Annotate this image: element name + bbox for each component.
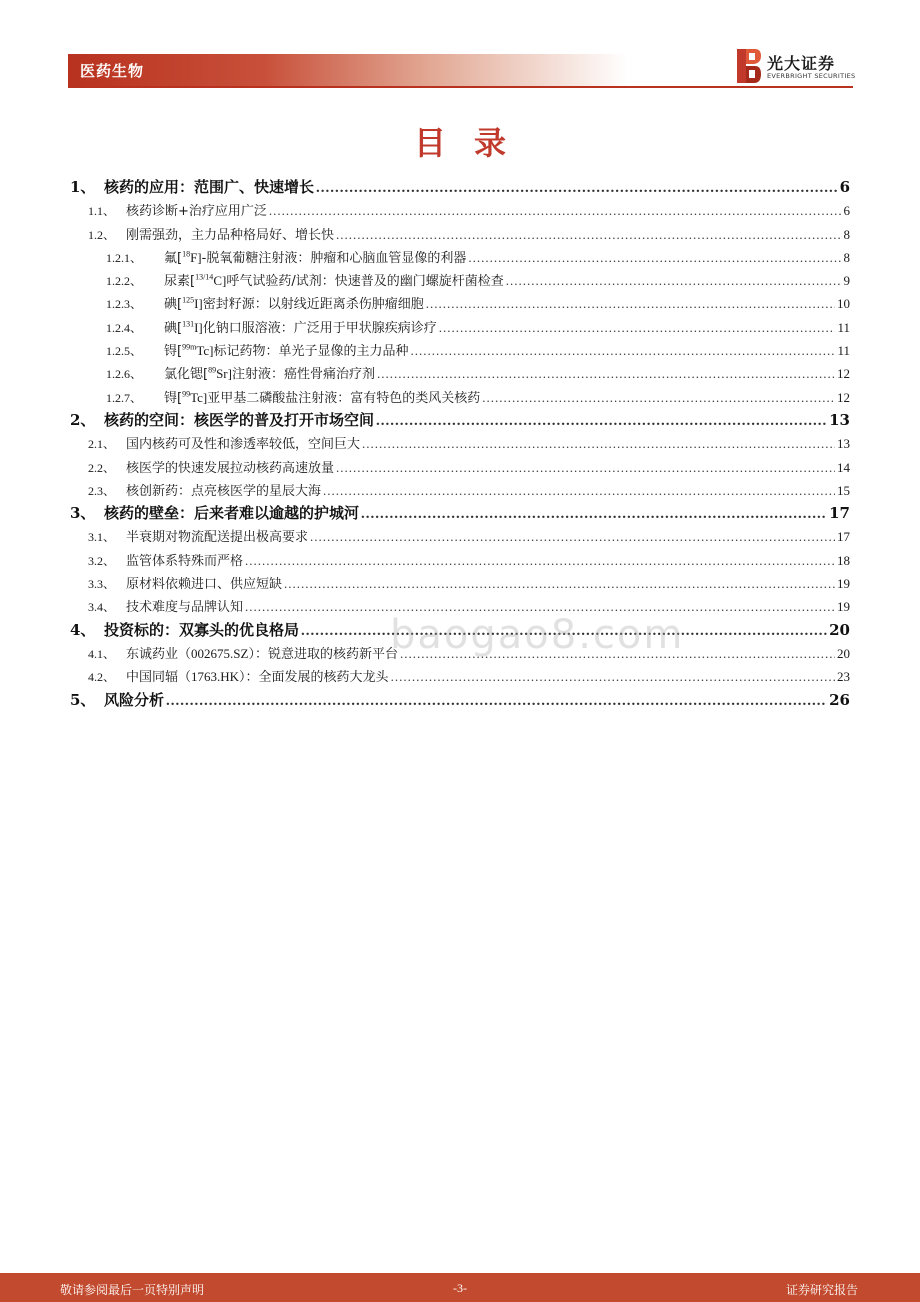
toc-title-segment: ）：锐意进取的核药新平台 xyxy=(248,646,398,662)
toc-entry[interactable] xyxy=(68,386,850,409)
logo-text-en: EVERBRIGHT SECURITIES xyxy=(767,72,856,80)
toc-dot-leader xyxy=(245,549,835,572)
toc-entry-title xyxy=(126,573,282,596)
toc-entry-title xyxy=(126,596,243,619)
toc-entry[interactable] xyxy=(68,339,850,362)
isotope-superscript: 131 xyxy=(182,319,195,329)
toc-title-segment: -脱氧葡糖注射液：肿瘤和心脑血管显像的利器 xyxy=(201,250,467,266)
toc-title-segment: 原材料依赖进口、供应短缺 xyxy=(126,577,283,593)
toc-entry-number: 5、 xyxy=(70,690,96,709)
toc-entry-title xyxy=(126,200,267,223)
toc-entry-number: 4.2、 xyxy=(88,670,116,685)
toc-entry-number: 2.2、 xyxy=(88,460,116,475)
toc-entry-number: 1.2、 xyxy=(88,227,116,242)
toc-dot-leader xyxy=(336,456,835,479)
toc-title-segment: 化钠口服溶液：广泛用于甲状腺疾病诊疗 xyxy=(202,320,437,336)
toc-title-segment: 锝[ xyxy=(164,344,183,360)
toc-entry-number: 2.1、 xyxy=(88,437,116,452)
toc-title-segment: 刚需强劲，主力品种格局好、增长快 xyxy=(126,227,335,243)
toc-dot-leader xyxy=(323,479,835,502)
isotope-superscript: 13/14 xyxy=(195,272,214,282)
toc-page-number: 18 xyxy=(837,552,850,568)
toc-title-segment: 氟[ xyxy=(164,250,183,266)
toc-dot-leader xyxy=(377,362,835,385)
toc-entry-title xyxy=(126,480,321,503)
toc-entry-title xyxy=(164,316,437,340)
toc-entry[interactable] xyxy=(68,572,850,595)
toc-entry-title xyxy=(126,642,398,666)
toc-title-segment: 氯化锶[ xyxy=(164,367,209,383)
toc-dot-leader xyxy=(166,690,827,713)
toc-title-segment: 东诚药业（ xyxy=(126,646,192,662)
toc-title-segment: 尿素[ xyxy=(164,274,196,290)
toc-dot-leader xyxy=(391,665,835,688)
toc-dot-leader xyxy=(269,199,842,222)
toc-title-segment: 监管体系特殊而严格 xyxy=(126,553,244,569)
toc-entry-title xyxy=(164,246,466,270)
toc-page-number: 8 xyxy=(843,249,850,265)
toc-title-segment: 碘[ xyxy=(164,320,183,336)
toc-entry[interactable] xyxy=(68,409,850,432)
toc-title-segment: Tc] xyxy=(196,343,214,359)
toc-entry-number: 2.3、 xyxy=(88,483,116,498)
logo-text-cn: 光大证券 xyxy=(767,54,836,73)
toc-title-segment: 1763.HK xyxy=(191,669,240,685)
toc-title-segment: 密封籽源：以射线近距离杀伤肿瘤细胞 xyxy=(202,297,424,313)
toc-title-segment: 半衰期对物流配送提出极高要求 xyxy=(126,530,309,546)
toc-entry-number: 2、 xyxy=(70,410,96,429)
toc-entry-number: 3、 xyxy=(70,504,96,523)
toc-entry-number: 1.2.4、 xyxy=(106,320,143,335)
toc-title-segment: 标记药物：单光子显像的主力品种 xyxy=(213,344,409,360)
toc-entry[interactable] xyxy=(68,292,850,315)
toc-entry-title xyxy=(104,502,359,525)
toc-dot-leader xyxy=(316,177,838,200)
toc-page-number: 8 xyxy=(843,226,850,242)
toc-dot-leader xyxy=(426,292,835,315)
toc-entry[interactable] xyxy=(68,316,850,339)
toc-entry-title xyxy=(104,619,299,642)
toc-page-number: 19 xyxy=(837,576,850,592)
toc-dot-leader xyxy=(361,503,827,526)
toc-entry[interactable] xyxy=(68,456,850,479)
toc-title-segment: 亚甲基二磷酸盐注射液：富有特色的类风关核药 xyxy=(207,390,481,406)
toc-entry-number: 1.2.5、 xyxy=(106,344,143,359)
toc-page-number: 15 xyxy=(837,482,850,498)
toc-page-number: 23 xyxy=(837,669,850,685)
toc-page-number: 17 xyxy=(829,504,850,523)
toc-entry[interactable] xyxy=(68,479,850,502)
isotope-superscript: 18 xyxy=(182,249,191,259)
toc-entry[interactable] xyxy=(68,362,850,385)
toc-entry-number: 3.1、 xyxy=(88,530,116,545)
toc-entry[interactable] xyxy=(68,595,850,618)
toc-title-segment: 核药的壁垒：后来者难以逾越的护城河 xyxy=(104,504,360,523)
toc-entry-number: 4、 xyxy=(70,620,96,639)
toc-entry[interactable] xyxy=(68,525,850,548)
toc-dot-leader xyxy=(336,223,841,246)
toc-entry[interactable] xyxy=(68,619,850,642)
toc-title-segment: 核药的空间：核医学的普及打开市场空间 xyxy=(104,410,375,429)
toc-entry-title xyxy=(126,433,360,456)
toc-entry-number: 3.3、 xyxy=(88,577,116,592)
table-of-contents xyxy=(68,176,850,712)
toc-dot-leader xyxy=(410,339,835,362)
toc-title-segment: I] xyxy=(194,319,203,335)
toc-page-number: 13 xyxy=(837,436,850,452)
toc-entry-number: 1.2.1、 xyxy=(106,250,143,265)
toc-title-segment: 002675.SZ xyxy=(191,645,249,661)
toc-dot-leader xyxy=(506,269,842,292)
toc-dot-leader xyxy=(362,432,835,455)
toc-page-number: 6 xyxy=(839,178,850,196)
toc-entry[interactable] xyxy=(68,432,850,455)
toc-dot-leader xyxy=(439,316,836,339)
toc-title-segment: C] xyxy=(213,273,227,289)
toc-entry-number: 3.4、 xyxy=(88,600,116,615)
toc-entry[interactable] xyxy=(68,689,850,712)
footer-bar xyxy=(0,1273,920,1302)
toc-entry-title xyxy=(164,269,504,293)
toc-entry-number: 1.1、 xyxy=(88,204,116,219)
toc-title-segment: Sr] xyxy=(216,366,232,382)
toc-dot-leader xyxy=(482,386,835,409)
toc-page-number: 10 xyxy=(837,296,850,312)
toc-dot-leader xyxy=(400,642,835,665)
toc-page-number: 12 xyxy=(837,389,850,405)
toc-page-number: 17 xyxy=(837,529,850,545)
toc-entry[interactable] xyxy=(68,199,850,222)
toc-dot-leader xyxy=(468,246,841,269)
toc-dot-leader xyxy=(310,525,835,548)
toc-page-number: 9 xyxy=(843,273,850,289)
watermark: baogao8.com xyxy=(390,612,685,658)
toc-page-number: 12 xyxy=(837,366,850,382)
toc-entry[interactable] xyxy=(68,642,850,665)
toc-title-segment: 核医学的快速发展拉动核药高速放量 xyxy=(126,460,335,476)
everbright-logo-icon xyxy=(737,49,761,83)
page-title: 目录 xyxy=(413,124,534,162)
toc-title-segment: 核药的应用：范围广、快速增长 xyxy=(104,178,315,196)
toc-title-segment: 呼气试验药/试剂：快速普及的幽门螺旋杆菌检查 xyxy=(226,274,504,290)
toc-page-number: 20 xyxy=(837,645,850,661)
toc-title-segment: 注射液：癌性骨痛治疗剂 xyxy=(231,367,375,383)
toc-title-segment: I] xyxy=(194,296,203,312)
toc-page-number: 11 xyxy=(837,343,850,359)
toc-title-segment: 国内核药可及性和渗透率较低，空间巨大 xyxy=(126,437,361,453)
toc-entry-number: 3.2、 xyxy=(88,553,116,568)
toc-dot-leader xyxy=(284,572,835,595)
toc-page-number: 11 xyxy=(837,319,850,335)
toc-entry-number: 1、 xyxy=(70,178,96,196)
toc-entry-title xyxy=(104,176,314,199)
toc-entry-title xyxy=(104,409,374,432)
toc-title-segment: ）：全面发展的核药大龙头 xyxy=(239,670,389,686)
toc-dot-leader xyxy=(245,595,835,618)
toc-entry-number: 4.1、 xyxy=(88,646,116,661)
isotope-superscript: 125 xyxy=(182,296,195,306)
toc-title-segment: 技术难度与品牌认知 xyxy=(126,600,244,616)
toc-page-number: 26 xyxy=(829,690,850,709)
toc-title-segment: Tc] xyxy=(190,389,208,405)
toc-title-segment: 风险分析 xyxy=(104,690,165,709)
header-divider xyxy=(68,86,853,88)
toc-page-number: 19 xyxy=(837,599,850,615)
toc-entry-title xyxy=(164,339,408,363)
toc-entry[interactable] xyxy=(68,502,850,525)
toc-title-segment: 投资标的：双寡头的优良格局 xyxy=(104,620,300,639)
toc-page-number: 14 xyxy=(837,459,850,475)
toc-entry[interactable] xyxy=(68,269,850,292)
toc-entry[interactable] xyxy=(68,549,850,572)
toc-entry-title xyxy=(126,224,334,247)
toc-page-number: 20 xyxy=(829,620,850,639)
toc-title-segment: 核创新药：点亮核医学的星辰大海 xyxy=(126,483,322,499)
footer-report-type: 证券研究报告 xyxy=(785,1283,858,1297)
toc-title-segment: 核药诊断+治疗应用广泛 xyxy=(126,204,267,220)
toc-entry[interactable] xyxy=(68,665,850,688)
toc-page-number: 13 xyxy=(829,410,850,429)
toc-entry-title xyxy=(104,689,164,712)
toc-entry[interactable] xyxy=(68,176,850,199)
toc-entry-number: 1.2.3、 xyxy=(106,297,143,312)
footer-disclaimer: 敬请参阅最后一页特别声明 xyxy=(60,1283,205,1297)
isotope-superscript: 99 xyxy=(182,389,191,399)
isotope-superscript: 99m xyxy=(182,342,197,352)
toc-entry-number: 1.2.2、 xyxy=(106,274,143,289)
toc-entry[interactable] xyxy=(68,246,850,269)
section-label: 医药生物 xyxy=(80,62,145,80)
toc-entry-title xyxy=(164,362,375,386)
isotope-superscript: 89 xyxy=(208,366,217,376)
toc-entry-title xyxy=(126,665,389,689)
toc-page-number: 6 xyxy=(843,203,850,219)
page-number: -3- xyxy=(453,1281,467,1295)
header-band xyxy=(68,54,628,86)
everbright-logo xyxy=(737,49,857,85)
toc-title-segment: F] xyxy=(190,249,202,265)
toc-dot-leader xyxy=(301,620,827,643)
toc-entry-number: 1.2.6、 xyxy=(106,367,143,382)
toc-title-segment: 锝[ xyxy=(164,390,183,406)
toc-title-segment: 碘[ xyxy=(164,297,183,313)
toc-entry-title xyxy=(164,386,480,410)
toc-entry-title xyxy=(126,457,334,480)
toc-entry-title xyxy=(126,526,308,549)
toc-entry-title xyxy=(164,292,424,316)
toc-entry-number: 1.2.7、 xyxy=(106,390,143,405)
toc-entry-title xyxy=(126,550,243,573)
toc-title-segment: 中国同辐（ xyxy=(126,670,192,686)
toc-entry[interactable] xyxy=(68,223,850,246)
toc-dot-leader xyxy=(376,410,827,433)
